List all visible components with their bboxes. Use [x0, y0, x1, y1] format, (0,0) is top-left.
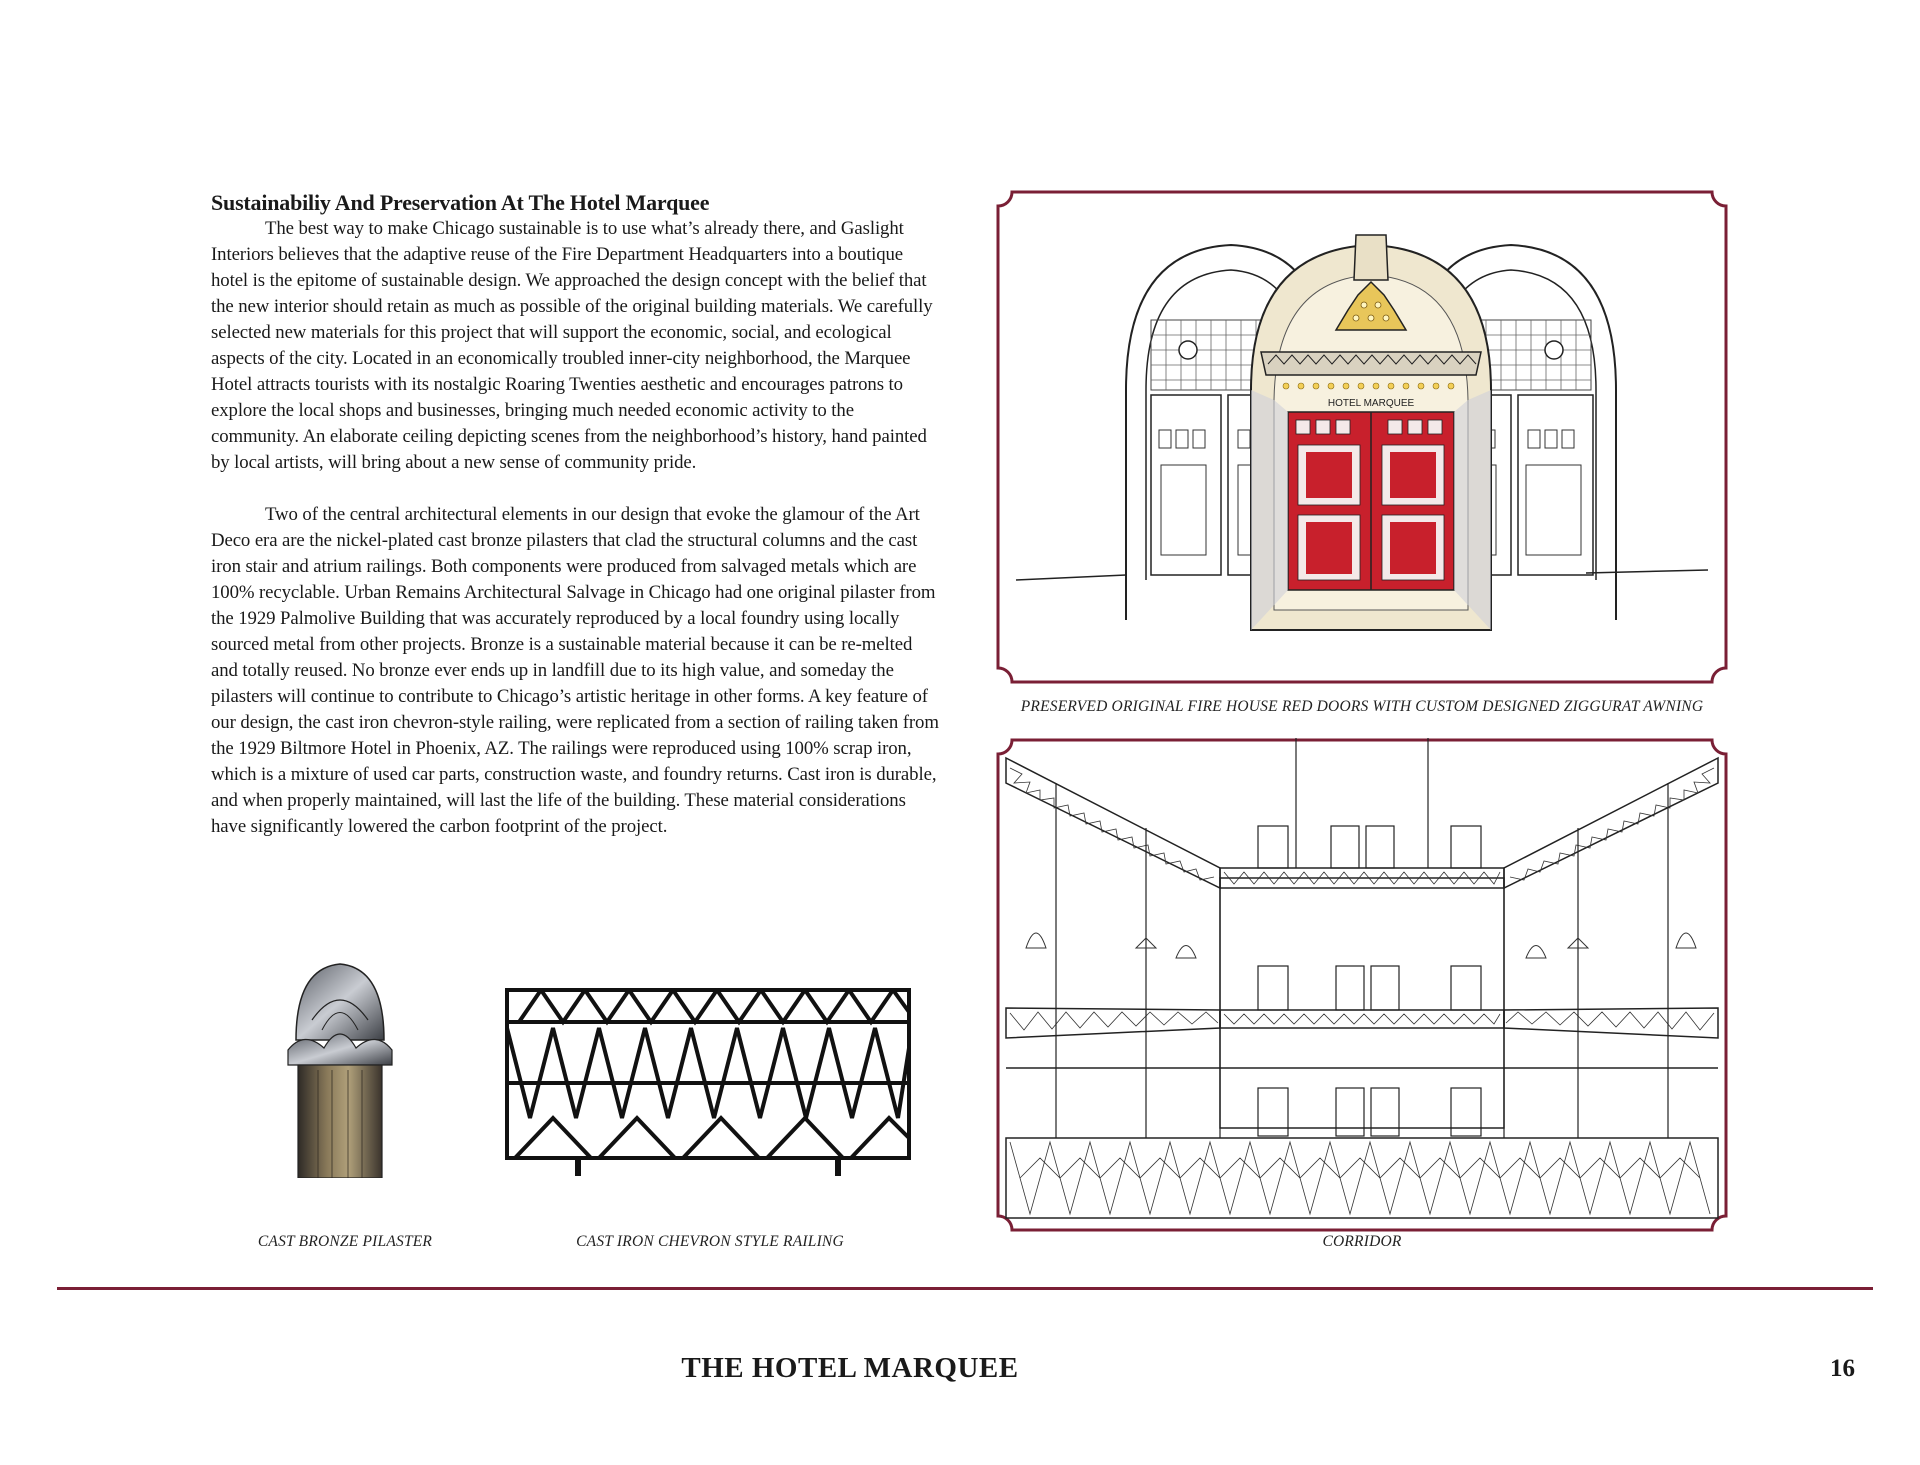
railing-caption: CAST IRON CHEVRON STYLE RAILING	[576, 1233, 844, 1250]
doors-caption: PRESERVED ORIGINAL FIRE HOUSE RED DOORS WITH CUSTOM DESIGNED ZIGGURAT AWNING	[1020, 698, 1704, 715]
pilaster-figure	[284, 960, 396, 1178]
pilaster-caption: CAST BRONZE PILASTER	[257, 1233, 433, 1250]
page-number: 16	[1830, 1355, 1855, 1382]
corridor-sketch	[996, 738, 1728, 1232]
footer-title: THE HOTEL MARQUEE	[681, 1352, 1019, 1384]
railing-image	[505, 988, 913, 1178]
article	[211, 190, 941, 840]
railing-figure	[505, 988, 913, 1178]
doors-figure	[996, 190, 1728, 684]
corridor-caption: CORRIDOR	[1322, 1233, 1402, 1250]
marquee-sign-text: HOTEL MARQUEE	[1327, 398, 1415, 409]
article-heading: Sustainabiliy And Preservation At The Hotel Marquee	[211, 190, 710, 215]
pilaster-image	[284, 960, 396, 1178]
doors-sketch	[996, 190, 1728, 684]
footer-divider	[57, 1287, 1873, 1290]
article-paragraph-1: The best way to make Chicago sustainable is to use what’s already there, and Gaslight Interiors believes that the adaptive reuse of the Fire Department Headquarters into a boutique hotel is the epitome of sustainable design. We approached the design concept with the belief that the new interior should retain as much as possible of the original building materials. We carefully selected new materials for this project that will support the economic, social, and ecological aspects of the city. Located in an economically troubled inner-city neighborhood, the Marquee Hotel attracts tourists with its nostalgic Roaring Twenties aesthetic and encourages patrons to explore the local shops and businesses, bringing much needed economic activity to the community. An elaborate ceiling depicting scenes from the neighborhood’s history, hand painted by local artists, will bring about a new sense of community pride.	[211, 218, 933, 473]
corridor-figure	[996, 738, 1728, 1232]
article-paragraph-2: Two of the central architectural elements in our design that evoke the glamour of the Art Deco era are the nickel-plated cast bronze pilasters that clad the structural columns and the cast iron stair and atrium railings. Both components were produced from salvaged metals which are 100% recyclable. Urban Remains Architectural Salvage in Chicago had one original pilaster from the 1929 Palmolive Building that was accurately reproduced by a local foundry using locally sourced metal from other projects. Bronze is a sustainable material because it can be re-melted and totally reused. No bronze ever ends up in landfill due to its high value, and someday the pilasters will continue to contribute to Chicago’s artistic heritage in other forms. A key feature of our design, the cast iron chevron-style railing, were replicated from a section of railing taken from the 1929 Biltmore Hotel in Phoenix, AZ. The railings were reproduced using 100% scrap iron, which is a mixture of used car parts, construction waste, and foundry returns. Cast iron is durable, and when properly maintained, will last the life of the building. These material considerations have significantly lowered the carbon footprint of the project.	[211, 504, 939, 837]
